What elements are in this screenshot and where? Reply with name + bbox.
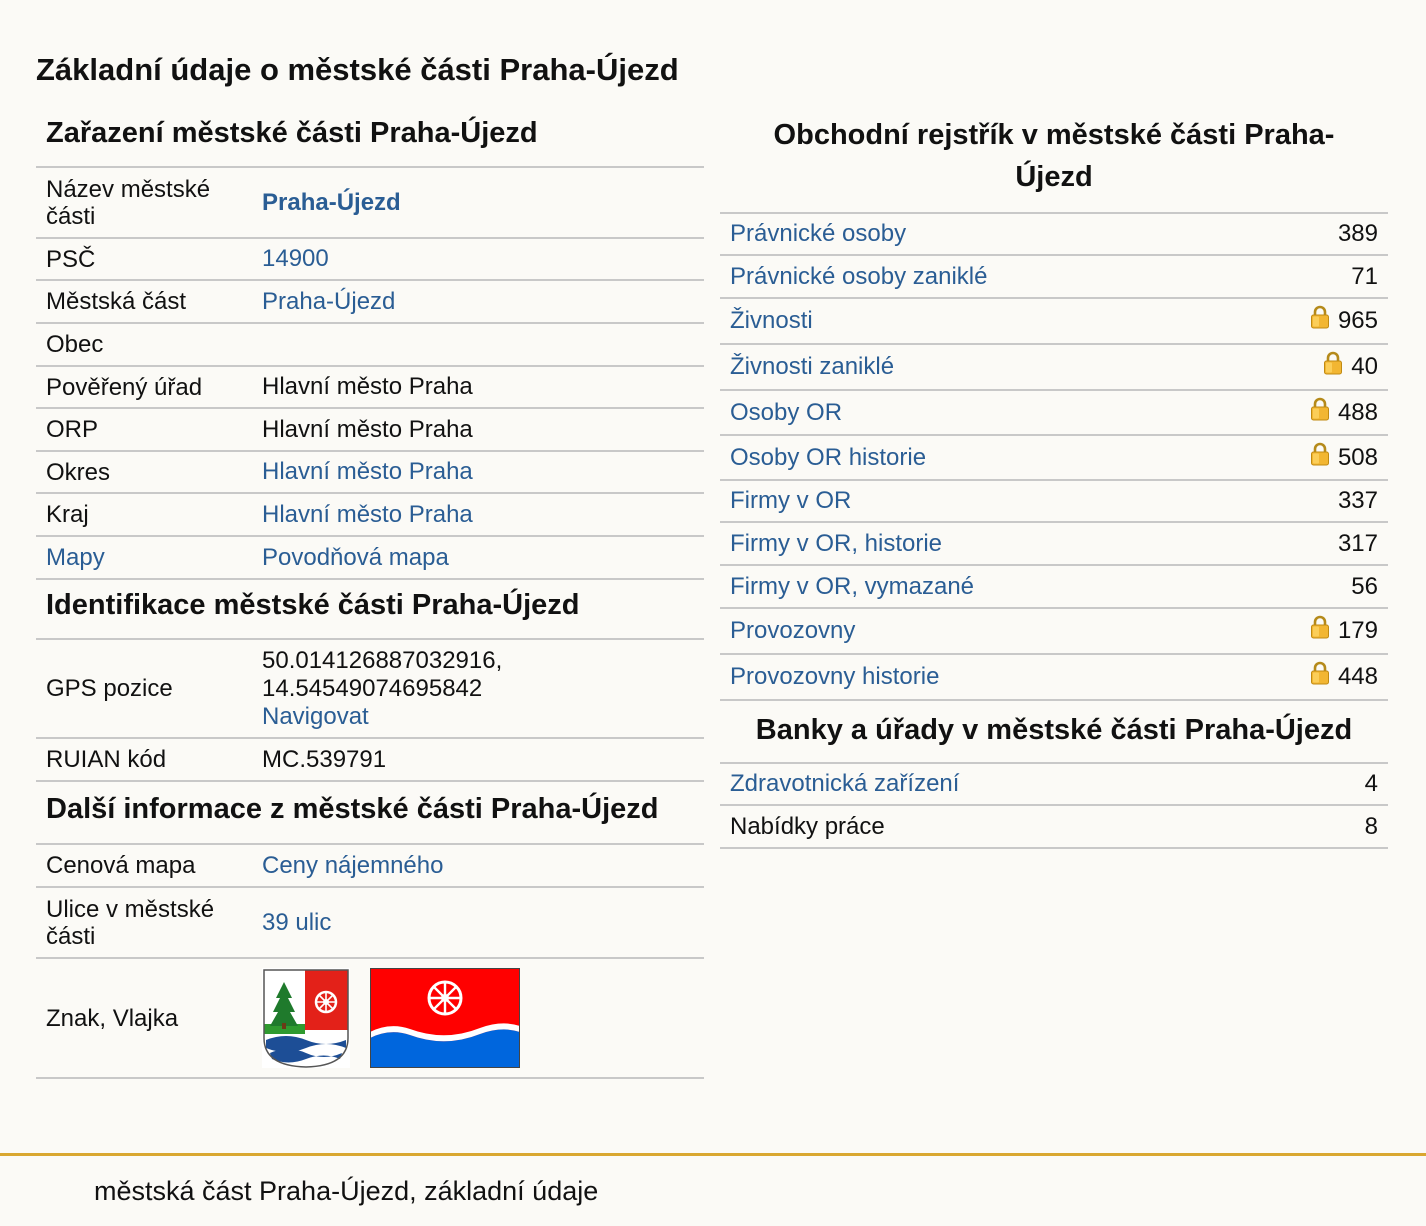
count-value: 965 xyxy=(1337,307,1378,334)
row-value: Hlavní město Praha xyxy=(262,373,473,400)
count-value: 317 xyxy=(1337,529,1378,557)
streets-link[interactable]: 39 ulic xyxy=(262,908,332,936)
registry-count xyxy=(1323,353,1378,381)
table-row xyxy=(720,655,1388,701)
registry-link[interactable]: Právnické osoby xyxy=(730,220,907,247)
table-row xyxy=(36,494,704,537)
row-label: Městská část xyxy=(46,288,187,315)
flag-icon[interactable] xyxy=(370,968,520,1068)
row-label: GPS pozice xyxy=(46,675,173,702)
lock-icon[interactable] xyxy=(1310,397,1330,421)
row-label: Cenová mapa xyxy=(46,852,196,879)
count-value: 488 xyxy=(1337,398,1378,426)
classification-title: Zařazení městské části Praha-Újezd xyxy=(36,108,704,168)
gps-lon: 14.54549074695842 xyxy=(262,674,483,702)
district-link[interactable]: Praha-Újezd xyxy=(262,287,396,315)
count-value: 40 xyxy=(1351,353,1378,380)
table-row xyxy=(36,640,704,739)
ruian-value: MC.539791 xyxy=(262,745,387,773)
kraj-link[interactable]: Hlavní město Praha xyxy=(262,500,473,528)
registry-link[interactable]: Provozovny xyxy=(730,617,856,644)
table-row xyxy=(720,299,1388,345)
left-column xyxy=(36,108,704,1079)
rent-prices-link[interactable]: Ceny nájemného xyxy=(262,851,444,879)
navigate-link[interactable]: Navigovat xyxy=(262,702,369,730)
banks-title: Banky a úřady v městské části Praha-Újezd xyxy=(720,701,1388,764)
registry-count xyxy=(1310,307,1378,335)
table-row xyxy=(36,324,704,367)
footer-divider xyxy=(0,1153,1426,1156)
table-row xyxy=(720,806,1388,849)
row-label: Název městské části xyxy=(46,175,211,230)
table-row xyxy=(36,409,704,452)
page-title: Základní údaje o městské části Praha-Újezd xyxy=(36,52,679,87)
table-row xyxy=(720,391,1388,436)
registry-title: Obchodní rejstřík v městské části Praha-Újezd xyxy=(720,108,1388,214)
row-label: Kraj xyxy=(46,501,89,528)
registry-link[interactable]: Živnosti xyxy=(730,307,813,334)
row-label: PSČ xyxy=(46,245,96,273)
row-label: Ulice v městské části xyxy=(46,895,215,950)
registry-count xyxy=(1351,263,1378,291)
row-count: 8 xyxy=(1364,812,1378,840)
table-row xyxy=(720,436,1388,481)
row-label: Nabídky práce xyxy=(730,812,885,840)
right-column xyxy=(720,108,1388,849)
table-row xyxy=(36,281,704,324)
registry-link[interactable]: Právnické osoby zaniklé xyxy=(730,262,988,290)
table-row xyxy=(36,367,704,409)
table-row xyxy=(36,845,704,888)
table-row xyxy=(720,609,1388,655)
more-info-title: Další informace z městské části Praha-Újezd xyxy=(36,782,704,845)
table-row xyxy=(36,739,704,782)
count-value: 71 xyxy=(1351,262,1378,290)
count-value: 508 xyxy=(1337,443,1378,471)
registry-count xyxy=(1338,487,1378,515)
row-count: 4 xyxy=(1364,770,1378,797)
registry-count xyxy=(1310,663,1378,691)
footer-text: městská část Praha-Újezd, základní údaje xyxy=(94,1176,599,1206)
registry-link[interactable]: Firmy v OR xyxy=(730,487,852,514)
count-value: 448 xyxy=(1337,663,1378,690)
table-row xyxy=(720,256,1388,299)
registry-link[interactable]: Provozovny historie xyxy=(730,663,940,690)
health-facilities-link[interactable]: Zdravotnická zařízení xyxy=(730,770,960,797)
table-row xyxy=(36,239,704,281)
row-label: RUIAN kód xyxy=(46,746,167,773)
district-name-link[interactable]: Praha-Újezd xyxy=(262,188,401,216)
registry-count xyxy=(1338,530,1378,558)
registry-count xyxy=(1310,617,1378,645)
count-value: 179 xyxy=(1337,617,1378,644)
coat-of-arms-icon[interactable] xyxy=(262,968,350,1068)
table-row xyxy=(720,566,1388,609)
registry-count xyxy=(1351,573,1378,601)
lock-icon[interactable] xyxy=(1310,305,1330,329)
count-value: 337 xyxy=(1337,487,1378,514)
table-row xyxy=(36,452,704,494)
count-value: 56 xyxy=(1351,572,1378,600)
table-row xyxy=(36,168,704,239)
table-row xyxy=(36,888,704,959)
lock-icon[interactable] xyxy=(1310,615,1330,639)
lock-icon[interactable] xyxy=(1310,442,1330,466)
gps-lat: 50.014126887032916, xyxy=(262,646,503,674)
count-value: 389 xyxy=(1337,220,1378,247)
flood-map-link[interactable]: Povodňová mapa xyxy=(262,543,449,571)
registry-link[interactable]: Osoby OR xyxy=(730,398,843,426)
table-row xyxy=(720,345,1388,391)
table-row xyxy=(720,523,1388,566)
registry-link[interactable]: Firmy v OR, historie xyxy=(730,529,943,557)
maps-link[interactable]: Mapy xyxy=(46,544,105,571)
table-row xyxy=(36,537,704,580)
okres-link[interactable]: Hlavní město Praha xyxy=(262,458,473,485)
row-label: Pověřený úřad xyxy=(46,373,203,401)
registry-link[interactable]: Živnosti zaniklé xyxy=(730,353,895,380)
lock-icon[interactable] xyxy=(1323,351,1343,375)
registry-count xyxy=(1310,444,1378,472)
registry-link[interactable]: Osoby OR historie xyxy=(730,443,927,471)
row-label: Okres xyxy=(46,458,111,486)
row-value: Hlavní město Praha xyxy=(262,415,473,443)
table-row xyxy=(720,481,1388,523)
lock-icon[interactable] xyxy=(1310,661,1330,685)
registry-count xyxy=(1338,220,1378,248)
table-row xyxy=(720,764,1388,806)
registry-count xyxy=(1310,399,1378,427)
table-row xyxy=(36,959,704,1079)
registry-link[interactable]: Firmy v OR, vymazané xyxy=(730,572,975,600)
table-row xyxy=(720,214,1388,256)
row-label: Obec xyxy=(46,331,104,358)
psc-link[interactable]: 14900 xyxy=(262,245,329,272)
identification-title: Identifikace městské části Praha-Újezd xyxy=(36,580,704,640)
row-label: ORP xyxy=(46,416,99,443)
row-label: Znak, Vlajka xyxy=(46,1004,179,1032)
